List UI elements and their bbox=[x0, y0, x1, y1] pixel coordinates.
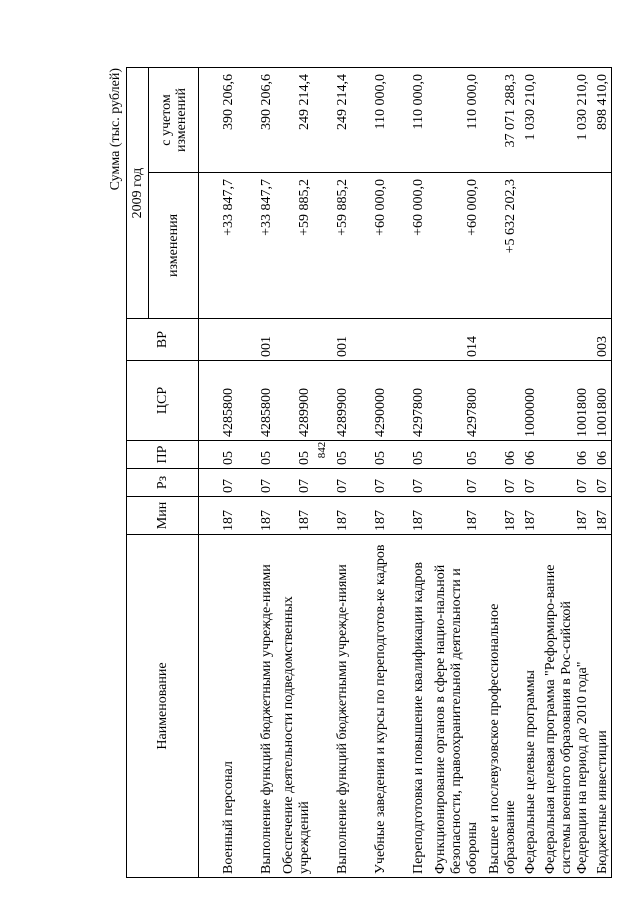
row-changes bbox=[519, 173, 539, 319]
header-with-changes: с учетом изменений bbox=[149, 68, 199, 173]
row-pr: 06 bbox=[481, 441, 519, 469]
row-vr: 014 bbox=[427, 319, 481, 361]
row-vr bbox=[481, 319, 519, 361]
table-row bbox=[199, 68, 238, 878]
row-rz: 07 bbox=[351, 469, 389, 497]
row-min: 187 bbox=[539, 497, 591, 535]
row-changes: +60 000,0 bbox=[389, 173, 427, 319]
row-pr: 05 bbox=[275, 441, 313, 469]
row-vr: 001 bbox=[313, 319, 351, 361]
row-pr: 05 bbox=[199, 441, 238, 469]
row-min: 187 bbox=[519, 497, 539, 535]
table-row bbox=[591, 68, 612, 878]
row-pr: 05 bbox=[389, 441, 427, 469]
row-changes: +59 885,2 bbox=[275, 173, 313, 319]
row-csr: 4289900 bbox=[313, 361, 351, 441]
rotated-budget-table bbox=[106, 68, 610, 878]
row-rz: 07 bbox=[237, 469, 275, 497]
row-changes bbox=[591, 173, 612, 319]
header-vr: ВР bbox=[127, 319, 199, 361]
row-min: 187 bbox=[389, 497, 427, 535]
row-vr bbox=[519, 319, 539, 361]
row-total: 110 000,0 bbox=[389, 68, 427, 173]
row-changes: +33 847,7 bbox=[237, 173, 275, 319]
row-total: 249 214,4 bbox=[275, 68, 313, 173]
row-min: 187 bbox=[275, 497, 313, 535]
row-csr: 4297800 bbox=[427, 361, 481, 441]
row-total: 110 000,0 bbox=[427, 68, 481, 173]
table-row bbox=[519, 68, 539, 878]
table-row bbox=[427, 68, 481, 878]
header-min: Мин bbox=[127, 497, 199, 535]
row-csr: 1001800 bbox=[591, 361, 612, 441]
row-rz: 07 bbox=[591, 469, 612, 497]
row-min: 187 bbox=[237, 497, 275, 535]
row-csr: 4290000 bbox=[351, 361, 389, 441]
row-pr: 05 bbox=[237, 441, 275, 469]
row-rz: 07 bbox=[427, 469, 481, 497]
row-vr bbox=[199, 319, 238, 361]
row-name: Бюджетные инвестиции bbox=[591, 535, 612, 878]
row-name: Выполнение функций бюджетными учрежде-ниями bbox=[313, 535, 351, 878]
row-vr bbox=[275, 319, 313, 361]
row-min: 187 bbox=[351, 497, 389, 535]
row-changes: +33 847,7 bbox=[199, 173, 238, 319]
row-rz: 07 bbox=[199, 469, 238, 497]
row-total: 390 206,6 bbox=[237, 68, 275, 173]
row-name: Обеспечение деятельности подведомственных учреждений bbox=[275, 535, 313, 878]
row-total: 898 410,0 bbox=[591, 68, 612, 173]
header-rz: Рз bbox=[127, 469, 199, 497]
row-csr bbox=[481, 361, 519, 441]
row-csr: 4285800 bbox=[199, 361, 238, 441]
row-vr bbox=[539, 319, 591, 361]
header-pr: ПР bbox=[127, 441, 199, 469]
row-min: 187 bbox=[481, 497, 519, 535]
row-name: Выполнение функций бюджетными учрежде-ниями bbox=[237, 535, 275, 878]
row-name: Функционирование органов в сфере нацио-нальной безопасности, правоохранительной деятельности и обороны bbox=[427, 535, 481, 878]
table-row bbox=[389, 68, 427, 878]
row-vr: 003 bbox=[591, 319, 612, 361]
row-rz: 07 bbox=[539, 469, 591, 497]
unit-caption: Сумма (тыс. рублей) bbox=[108, 68, 123, 191]
row-min: 187 bbox=[199, 497, 238, 535]
row-vr bbox=[389, 319, 427, 361]
budget-table bbox=[126, 67, 612, 878]
row-rz: 07 bbox=[481, 469, 519, 497]
row-vr: 001 bbox=[237, 319, 275, 361]
page-number: 842 bbox=[316, 441, 328, 459]
table-row bbox=[313, 68, 351, 878]
row-changes bbox=[539, 173, 591, 319]
row-name: Учебные заведения и курсы по переподготов-ке кадров bbox=[351, 535, 389, 878]
row-changes: +59 885,2 bbox=[313, 173, 351, 319]
row-total: 37 071 288,3 bbox=[481, 68, 519, 173]
row-total: 249 214,4 bbox=[313, 68, 351, 173]
row-pr: 06 bbox=[591, 441, 612, 469]
header-year: 2009 год bbox=[127, 68, 149, 319]
row-total: 110 000,0 bbox=[351, 68, 389, 173]
row-changes: +5 632 202,3 bbox=[481, 173, 519, 319]
row-changes: +60 000,0 bbox=[427, 173, 481, 319]
row-pr: 05 bbox=[313, 441, 351, 469]
row-rz: 07 bbox=[389, 469, 427, 497]
row-name: Военный персонал bbox=[199, 535, 238, 878]
row-total: 390 206,6 bbox=[199, 68, 238, 173]
row-pr: 06 bbox=[539, 441, 591, 469]
table-row bbox=[539, 68, 591, 878]
row-pr: 06 bbox=[519, 441, 539, 469]
row-rz: 07 bbox=[275, 469, 313, 497]
row-min: 187 bbox=[591, 497, 612, 535]
table-row bbox=[237, 68, 275, 878]
row-pr: 05 bbox=[427, 441, 481, 469]
table-row bbox=[351, 68, 389, 878]
row-total: 1 030 210,0 bbox=[539, 68, 591, 173]
row-min: 187 bbox=[313, 497, 351, 535]
header-csr: ЦСР bbox=[127, 361, 199, 441]
row-total: 1 030 210,0 bbox=[519, 68, 539, 173]
row-csr: 1000000 bbox=[519, 361, 539, 441]
header-name: Наименование bbox=[127, 535, 199, 878]
row-name: Федеральная целевая программа "Реформиро-вание системы военного образования в Рос-сийской Федерации на период до 2010 года" bbox=[539, 535, 591, 878]
table-row bbox=[481, 68, 519, 878]
row-rz: 07 bbox=[313, 469, 351, 497]
row-name: Переподготовка и повышение квалификации кадров bbox=[389, 535, 427, 878]
row-name: Высшее и послевузовское профессиональное образование bbox=[481, 535, 519, 878]
row-pr: 05 bbox=[351, 441, 389, 469]
row-vr bbox=[351, 319, 389, 361]
row-name: Федеральные целевые программы bbox=[519, 535, 539, 878]
row-csr: 4285800 bbox=[237, 361, 275, 441]
table-row bbox=[275, 68, 313, 878]
row-min: 187 bbox=[427, 497, 481, 535]
row-changes: +60 000,0 bbox=[351, 173, 389, 319]
header-changes: изменения bbox=[149, 173, 199, 319]
row-csr: 4289900 bbox=[275, 361, 313, 441]
row-csr: 1001800 bbox=[539, 361, 591, 441]
row-rz: 07 bbox=[519, 469, 539, 497]
row-csr: 4297800 bbox=[389, 361, 427, 441]
